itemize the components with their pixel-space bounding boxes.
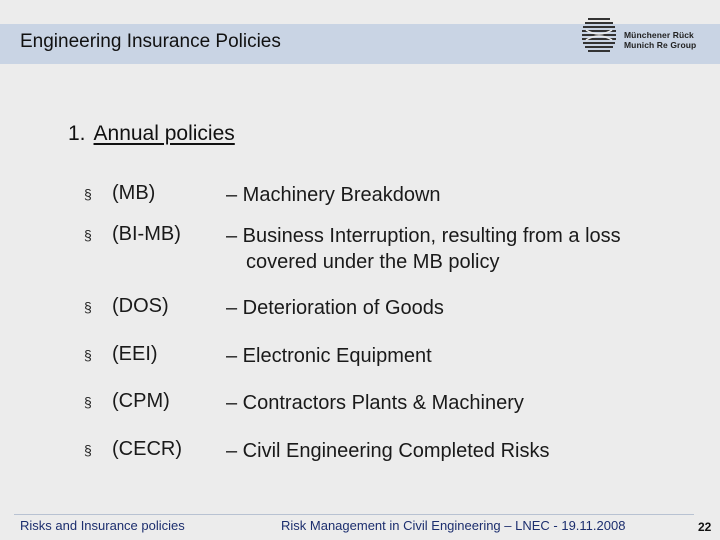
description-line: – Machinery Breakdown bbox=[226, 184, 441, 206]
description-line: – Contractors Plants & Machinery bbox=[226, 392, 524, 414]
footer-divider bbox=[14, 514, 694, 515]
policy-description bbox=[226, 343, 706, 369]
policy-description bbox=[226, 295, 706, 321]
logo-text bbox=[624, 30, 696, 50]
policy-code: (MB) bbox=[112, 182, 156, 204]
policy-description bbox=[226, 438, 706, 464]
bullet-icon: § bbox=[84, 186, 92, 202]
section-heading bbox=[68, 122, 235, 146]
description-line: – Electronic Equipment bbox=[226, 345, 432, 367]
policy-description bbox=[226, 182, 706, 208]
footer-left-text: Risks and Insurance policies bbox=[20, 518, 185, 533]
bullet-icon: § bbox=[84, 442, 92, 458]
section-number: 1. bbox=[68, 122, 86, 145]
policy-code: (CPM) bbox=[112, 390, 170, 412]
page-number: 22 bbox=[698, 520, 712, 534]
company-logo bbox=[582, 16, 710, 54]
policy-code: (BI-MB) bbox=[112, 223, 181, 245]
footer-center-text: Risk Management in Civil Engineering – LNEC - 19.11.2008 bbox=[281, 518, 626, 533]
section-title: Annual policies bbox=[93, 122, 235, 145]
logo-line-2: Munich Re Group bbox=[624, 40, 697, 50]
bullet-icon: § bbox=[84, 347, 92, 363]
description-line: covered under the MB policy bbox=[246, 251, 500, 273]
policy-code: (CECR) bbox=[112, 438, 182, 460]
logo-line-1: Münchener Rück bbox=[624, 30, 694, 40]
munich-re-logo-icon bbox=[582, 16, 618, 54]
policy-code: (EEI) bbox=[112, 343, 158, 365]
bullet-icon: § bbox=[84, 227, 92, 243]
policy-code: (DOS) bbox=[112, 295, 169, 317]
description-line: – Business Interruption, resulting from a loss bbox=[226, 225, 621, 247]
description-line: – Deterioration of Goods bbox=[226, 297, 444, 319]
description-line: – Civil Engineering Completed Risks bbox=[226, 440, 550, 462]
bullet-icon: § bbox=[84, 394, 92, 410]
bullet-icon: § bbox=[84, 299, 92, 315]
policy-description bbox=[226, 390, 706, 416]
slide-title: Engineering Insurance Policies bbox=[20, 31, 281, 52]
policy-description bbox=[226, 223, 706, 275]
